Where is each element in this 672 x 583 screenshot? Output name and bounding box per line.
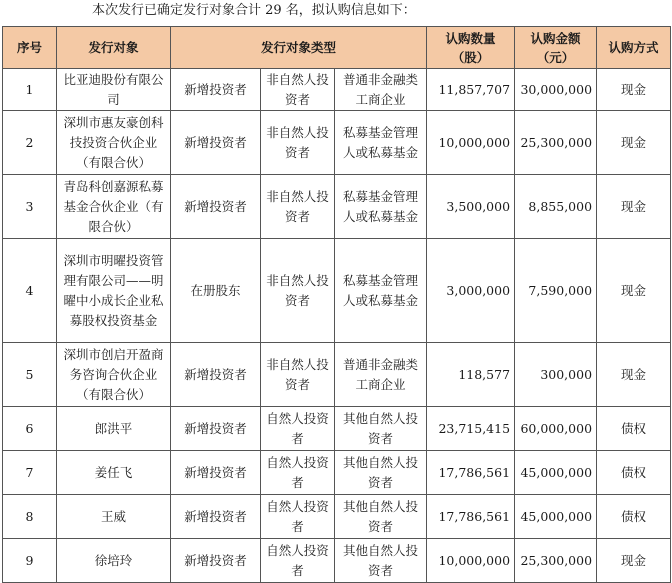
cell-method: 债权 bbox=[597, 407, 671, 451]
cell-investor-type: 新增投资者 bbox=[171, 539, 261, 583]
cell-shares: 3,000,000 bbox=[427, 239, 515, 343]
header-seq: 序号 bbox=[3, 27, 57, 69]
cell-amount: 300,000 bbox=[515, 343, 597, 407]
cell-seq: 7 bbox=[3, 451, 57, 495]
cell-method: 现金 bbox=[597, 343, 671, 407]
cell-category: 私募基金管理人或私募基金 bbox=[335, 175, 427, 239]
table-row bbox=[3, 495, 671, 539]
cell-category: 私募基金管理人或私募基金 bbox=[335, 239, 427, 343]
cell-target: 青岛科创嘉源私募基金合伙企业（有限合伙） bbox=[57, 175, 171, 239]
table-row bbox=[3, 407, 671, 451]
cell-method: 现金 bbox=[597, 539, 671, 583]
cell-investor-type: 新增投资者 bbox=[171, 111, 261, 175]
cell-target: 比亚迪股份有限公司 bbox=[57, 69, 171, 111]
cell-seq: 1 bbox=[3, 69, 57, 111]
cell-seq: 6 bbox=[3, 407, 57, 451]
header-target: 发行对象 bbox=[57, 27, 171, 69]
cell-person-type: 自然人投资者 bbox=[261, 539, 335, 583]
cell-investor-type: 新增投资者 bbox=[171, 343, 261, 407]
header-type: 发行对象类型 bbox=[171, 27, 427, 69]
cell-person-type: 非自然人投资者 bbox=[261, 69, 335, 111]
cell-person-type: 非自然人投资者 bbox=[261, 175, 335, 239]
cell-shares: 3,500,000 bbox=[427, 175, 515, 239]
table-row bbox=[3, 69, 671, 111]
cell-method: 债权 bbox=[597, 451, 671, 495]
cell-shares: 23,715,415 bbox=[427, 407, 515, 451]
cell-amount: 7,590,000 bbox=[515, 239, 597, 343]
cell-method: 现金 bbox=[597, 111, 671, 175]
table-row bbox=[3, 343, 671, 407]
cell-category: 私募基金管理人或私募基金 bbox=[335, 111, 427, 175]
cell-category: 普通非金融类工商企业 bbox=[335, 343, 427, 407]
cell-shares: 17,786,561 bbox=[427, 495, 515, 539]
table-row bbox=[3, 451, 671, 495]
table-row bbox=[3, 175, 671, 239]
cell-person-type: 自然人投资者 bbox=[261, 451, 335, 495]
cell-investor-type: 在册股东 bbox=[171, 239, 261, 343]
cell-target: 王威 bbox=[57, 495, 171, 539]
cell-shares: 118,577 bbox=[427, 343, 515, 407]
cell-shares: 10,000,000 bbox=[427, 539, 515, 583]
table-row bbox=[3, 539, 671, 583]
cell-seq: 9 bbox=[3, 539, 57, 583]
cell-amount: 25,300,000 bbox=[515, 111, 597, 175]
cell-target: 深圳市创启开盈商务咨询合伙企业（有限合伙） bbox=[57, 343, 171, 407]
cell-target: 徐培玲 bbox=[57, 539, 171, 583]
cell-target: 郎洪平 bbox=[57, 407, 171, 451]
cell-category: 其他自然人投资者 bbox=[335, 407, 427, 451]
cell-seq: 2 bbox=[3, 111, 57, 175]
cell-amount: 25,300,000 bbox=[515, 539, 597, 583]
header-amount: 认购金额（元） bbox=[515, 27, 597, 69]
cell-seq: 3 bbox=[3, 175, 57, 239]
cell-method: 现金 bbox=[597, 239, 671, 343]
cell-person-type: 非自然人投资者 bbox=[261, 343, 335, 407]
cell-category: 其他自然人投资者 bbox=[335, 495, 427, 539]
cell-target: 深圳市明曜投资管理有限公司——明曜中小成长企业私募股权投资基金 bbox=[57, 239, 171, 343]
cell-seq: 8 bbox=[3, 495, 57, 539]
cell-person-type: 非自然人投资者 bbox=[261, 239, 335, 343]
cell-amount: 45,000,000 bbox=[515, 451, 597, 495]
cell-seq: 5 bbox=[3, 343, 57, 407]
cell-target: 深圳市惠友豪创科技投资合伙企业（有限合伙） bbox=[57, 111, 171, 175]
cell-person-type: 自然人投资者 bbox=[261, 495, 335, 539]
cell-amount: 45,000,000 bbox=[515, 495, 597, 539]
cell-shares: 10,000,000 bbox=[427, 111, 515, 175]
header-method: 认购方式 bbox=[597, 27, 671, 69]
cell-person-type: 自然人投资者 bbox=[261, 407, 335, 451]
cell-person-type: 非自然人投资者 bbox=[261, 111, 335, 175]
subscription-table bbox=[2, 26, 671, 583]
cell-investor-type: 新增投资者 bbox=[171, 451, 261, 495]
cell-shares: 17,786,561 bbox=[427, 451, 515, 495]
cell-investor-type: 新增投资者 bbox=[171, 175, 261, 239]
cell-investor-type: 新增投资者 bbox=[171, 69, 261, 111]
cell-method: 现金 bbox=[597, 175, 671, 239]
table-row bbox=[3, 239, 671, 343]
cell-category: 其他自然人投资者 bbox=[335, 451, 427, 495]
table-row bbox=[3, 111, 671, 175]
header-row bbox=[3, 27, 671, 69]
cell-seq: 4 bbox=[3, 239, 57, 343]
intro-text: 本次发行已确定发行对象合计 29 名，拟认购信息如下： bbox=[92, 3, 416, 18]
cell-shares: 11,857,707 bbox=[427, 69, 515, 111]
cell-category: 普通非金融类工商企业 bbox=[335, 69, 427, 111]
cell-method: 现金 bbox=[597, 69, 671, 111]
cell-category: 其他自然人投资者 bbox=[335, 539, 427, 583]
cell-investor-type: 新增投资者 bbox=[171, 407, 261, 451]
cell-amount: 30,000,000 bbox=[515, 69, 597, 111]
cell-amount: 8,855,000 bbox=[515, 175, 597, 239]
header-shares: 认购数量（股） bbox=[427, 27, 515, 69]
cell-amount: 60,000,000 bbox=[515, 407, 597, 451]
cell-target: 姜任飞 bbox=[57, 451, 171, 495]
cell-investor-type: 新增投资者 bbox=[171, 495, 261, 539]
cell-method: 债权 bbox=[597, 495, 671, 539]
